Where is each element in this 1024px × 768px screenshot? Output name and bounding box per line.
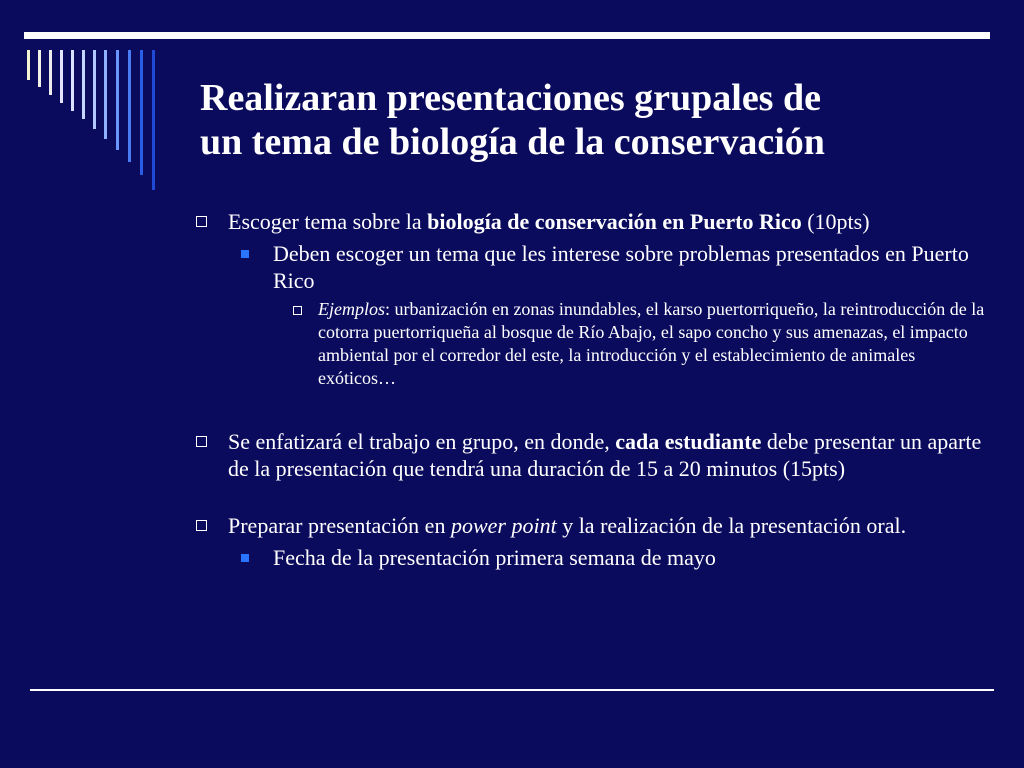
stripe <box>104 50 107 139</box>
filled-square-bullet-icon <box>241 250 249 258</box>
subbullet-presentation-date <box>190 544 990 571</box>
bullet-text: Preparar presentación en <box>228 513 451 538</box>
subbullet-text: Fecha de la presentación primera semana de mayo <box>273 545 716 570</box>
title-line-1: Realizaran presentaciones grupales de <box>200 77 821 119</box>
slide-content <box>190 208 990 571</box>
filled-square-bullet-icon <box>241 554 249 562</box>
slide-title <box>200 76 1000 164</box>
stripe <box>71 50 74 111</box>
bullet-group-work <box>190 428 990 482</box>
stripe <box>60 50 63 103</box>
examples-label: Ejemplos <box>318 299 385 319</box>
bullet-bold-text: cada estudiante <box>615 429 762 454</box>
bullet-text: (10pts) <box>801 209 870 234</box>
bullet-bold-text: biología de conservación en Puerto Rico <box>427 209 802 234</box>
stripe <box>140 50 143 175</box>
stripe <box>27 50 30 80</box>
stripe <box>152 50 155 190</box>
stripe <box>93 50 96 129</box>
decorative-stripes <box>0 0 180 220</box>
stripe <box>82 50 85 119</box>
stripe <box>116 50 119 150</box>
bullet-italic-text: power point <box>450 513 557 538</box>
stripe <box>128 50 131 162</box>
bullet-choose-topic <box>190 208 990 235</box>
stripe <box>49 50 52 95</box>
hollow-square-bullet-icon <box>196 520 207 531</box>
bullet-text: debe presentar un aparte de la presentación que tendrá una duración de 15 a 20 minutos (15pts) <box>228 429 982 481</box>
title-line-2: un tema de biología de la conservación <box>200 121 825 163</box>
bullet-prepare-presentation <box>190 512 990 539</box>
subsubbullet-examples <box>190 298 990 390</box>
bullet-text: y la realización de la presentación oral. <box>556 513 907 538</box>
examples-text: : urbanización en zonas inundables, el karso puertorriqueño, la reintroducción de la cotorra puertorriqueña al bosque de Río Abajo, el sapo concho y sus amenazas, el impacto ambiental por el corredor del este, la introducción y el establecimiento de animales exóticos… <box>318 299 985 388</box>
hollow-square-bullet-icon <box>196 436 207 447</box>
stripe <box>38 50 41 87</box>
hollow-square-bullet-icon <box>293 306 302 315</box>
bullet-text: Se enfatizará el trabajo en grupo, en donde, <box>228 429 616 454</box>
hollow-square-bullet-icon <box>196 216 207 227</box>
bullet-text: Escoger tema sobre la <box>228 209 428 234</box>
bottom-rule <box>30 689 994 691</box>
subbullet-topic-interest <box>190 240 990 294</box>
subbullet-text: Deben escoger un tema que les interese sobre problemas presentados en Puerto Rico <box>273 241 969 293</box>
